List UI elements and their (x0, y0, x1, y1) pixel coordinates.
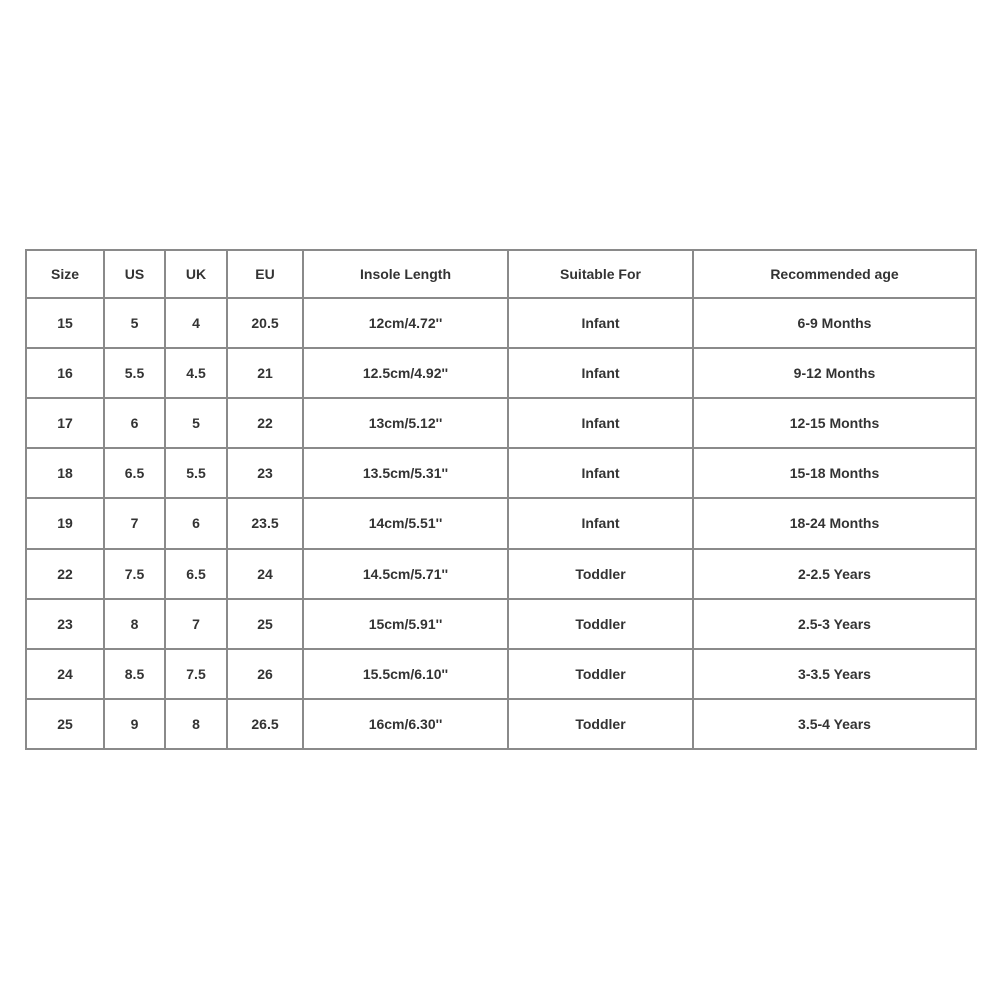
cell-suitable-for: Infant (508, 498, 693, 548)
cell-recommended-age: 2.5-3 Years (693, 599, 976, 649)
cell-size: 17 (26, 398, 104, 448)
table-row (26, 398, 976, 448)
cell-insole-length: 14cm/5.51'' (303, 498, 508, 548)
cell-size: 19 (26, 498, 104, 548)
cell-insole-length: 14.5cm/5.71'' (303, 549, 508, 599)
cell-suitable-for: Infant (508, 398, 693, 448)
cell-eu: 25 (227, 599, 303, 649)
cell-us: 6.5 (104, 448, 165, 498)
cell-us: 8 (104, 599, 165, 649)
cell-uk: 7.5 (165, 649, 227, 699)
cell-suitable-for: Infant (508, 448, 693, 498)
header-size: Size (26, 250, 104, 298)
cell-uk: 6 (165, 498, 227, 548)
cell-eu: 21 (227, 348, 303, 398)
cell-insole-length: 13cm/5.12'' (303, 398, 508, 448)
table-row (26, 448, 976, 498)
cell-uk: 5.5 (165, 448, 227, 498)
cell-eu: 22 (227, 398, 303, 448)
cell-uk: 6.5 (165, 549, 227, 599)
cell-size: 18 (26, 448, 104, 498)
cell-suitable-for: Toddler (508, 549, 693, 599)
header-recommended-age: Recommended age (693, 250, 976, 298)
cell-eu: 20.5 (227, 298, 303, 348)
cell-eu: 23.5 (227, 498, 303, 548)
table-row (26, 298, 976, 348)
table-row (26, 599, 976, 649)
cell-size: 15 (26, 298, 104, 348)
table-header (26, 250, 976, 298)
cell-us: 6 (104, 398, 165, 448)
cell-recommended-age: 6-9 Months (693, 298, 976, 348)
table-row (26, 549, 976, 599)
cell-eu: 23 (227, 448, 303, 498)
cell-size: 23 (26, 599, 104, 649)
cell-recommended-age: 3-3.5 Years (693, 649, 976, 699)
cell-uk: 5 (165, 398, 227, 448)
cell-us: 7.5 (104, 549, 165, 599)
cell-suitable-for: Toddler (508, 699, 693, 749)
cell-insole-length: 13.5cm/5.31'' (303, 448, 508, 498)
header-suitable-for: Suitable For (508, 250, 693, 298)
cell-size: 16 (26, 348, 104, 398)
cell-insole-length: 12cm/4.72'' (303, 298, 508, 348)
cell-uk: 4 (165, 298, 227, 348)
table-body (26, 298, 976, 749)
cell-insole-length: 15.5cm/6.10'' (303, 649, 508, 699)
header-us: US (104, 250, 165, 298)
cell-eu: 24 (227, 549, 303, 599)
cell-us: 5 (104, 298, 165, 348)
cell-suitable-for: Toddler (508, 599, 693, 649)
table-row (26, 498, 976, 548)
cell-suitable-for: Toddler (508, 649, 693, 699)
cell-uk: 8 (165, 699, 227, 749)
cell-insole-length: 12.5cm/4.92'' (303, 348, 508, 398)
cell-suitable-for: Infant (508, 298, 693, 348)
cell-eu: 26 (227, 649, 303, 699)
header-uk: UK (165, 250, 227, 298)
table-row (26, 699, 976, 749)
cell-us: 7 (104, 498, 165, 548)
header-row (26, 250, 976, 298)
cell-recommended-age: 15-18 Months (693, 448, 976, 498)
cell-size: 25 (26, 699, 104, 749)
cell-recommended-age: 12-15 Months (693, 398, 976, 448)
header-eu: EU (227, 250, 303, 298)
cell-recommended-age: 3.5-4 Years (693, 699, 976, 749)
cell-insole-length: 16cm/6.30'' (303, 699, 508, 749)
cell-us: 5.5 (104, 348, 165, 398)
cell-uk: 7 (165, 599, 227, 649)
cell-recommended-age: 2-2.5 Years (693, 549, 976, 599)
cell-uk: 4.5 (165, 348, 227, 398)
cell-size: 24 (26, 649, 104, 699)
cell-insole-length: 15cm/5.91'' (303, 599, 508, 649)
header-insole-length: Insole Length (303, 250, 508, 298)
cell-size: 22 (26, 549, 104, 599)
table-row (26, 348, 976, 398)
cell-suitable-for: Infant (508, 348, 693, 398)
cell-us: 8.5 (104, 649, 165, 699)
cell-eu: 26.5 (227, 699, 303, 749)
cell-recommended-age: 9-12 Months (693, 348, 976, 398)
cell-us: 9 (104, 699, 165, 749)
cell-recommended-age: 18-24 Months (693, 498, 976, 548)
size-chart-table (25, 249, 977, 750)
table-row (26, 649, 976, 699)
